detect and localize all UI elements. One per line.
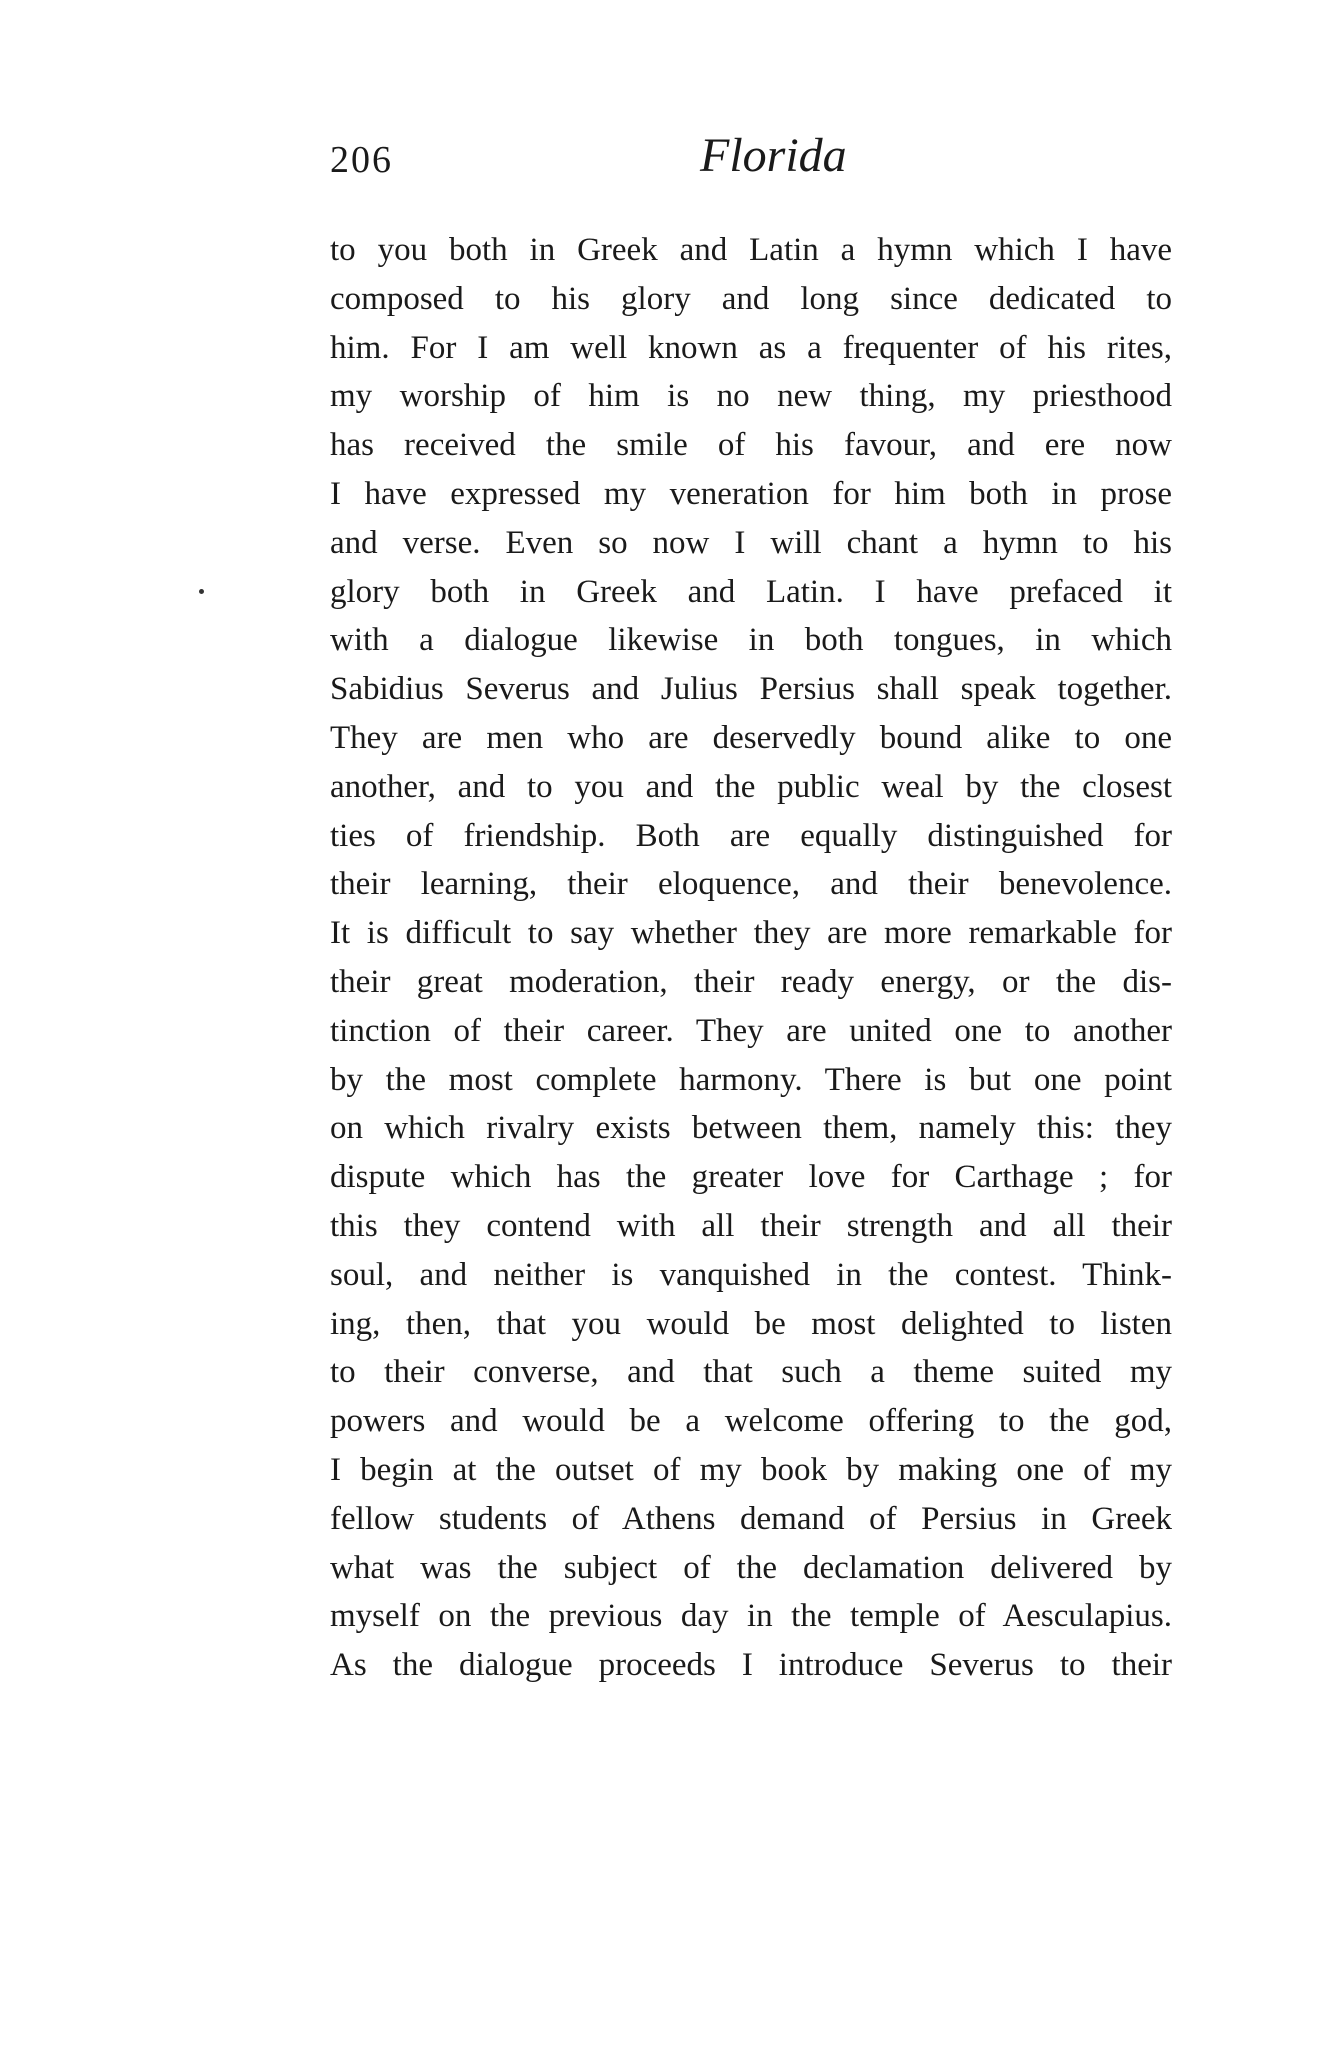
margin-speck [199,589,204,594]
text-line: I begin at the outset of my book by making one of my [330,1451,1172,1488]
text-line: by the most complete harmony. There is but one point [330,1061,1172,1098]
text-line: I have expressed my veneration for him both in prose [330,475,1172,512]
text-line: myself on the previous day in the temple of Aesculapius. [330,1598,1172,1635]
text-line: They are men who are deservedly bound alike to one [330,719,1172,756]
running-title: Florida [700,129,847,182]
text-line: to you both in Greek and Latin a hymn which I have [330,232,1172,268]
body-text [330,226,1172,1690]
text-line: him. For I am well known as a frequenter of his rites, [330,329,1172,366]
text-line: has received the smile of his favour, and ere now [330,427,1172,464]
text-line: my worship of him is no new thing, my priesthood [330,378,1172,415]
text-line: to their converse, and that such a theme suited my [330,1354,1172,1391]
text-line: what was the subject of the declamation delivered by [330,1549,1172,1586]
text-line: their great moderation, their ready energy, or the dis- [330,963,1172,1000]
page-number: 206 [330,139,393,181]
running-head [330,128,1170,198]
text-line: glory both in Greek and Latin. I have prefaced it [330,573,1172,610]
text-line: fellow students of Athens demand of Persius in Greek [330,1500,1172,1537]
text-line: As the dialogue proceeds I introduce Severus to their [330,1647,1172,1684]
text-line: powers and would be a welcome offering to the god, [330,1403,1172,1440]
text-line: ties of friendship. Both are equally distinguished for [330,817,1172,854]
text-line: and verse. Even so now I will chant a hymn to his [330,524,1172,561]
text-line: with a dialogue likewise in both tongues, in which [330,622,1172,659]
text-line: It is difficult to say whether they are more remarkable for [330,915,1172,952]
text-line: soul, and neither is vanquished in the contest. Think- [330,1256,1172,1293]
text-line: their learning, their eloquence, and their benevolence. [330,866,1172,903]
text-line: on which rivalry exists between them, namely this: they [330,1110,1172,1147]
text-line: this they contend with all their strength and all their [330,1207,1172,1244]
text-line: Sabidius Severus and Julius Persius shall speak together. [330,671,1172,708]
text-line: composed to his glory and long since dedicated to [330,280,1172,317]
text-line: another, and to you and the public weal by the closest [330,768,1172,805]
text-line: dispute which has the greater love for Carthage ; for [330,1159,1172,1196]
text-line: ing, then, that you would be most delighted to listen [330,1305,1172,1342]
text-line: tinction of their career. They are united one to another [330,1012,1172,1049]
